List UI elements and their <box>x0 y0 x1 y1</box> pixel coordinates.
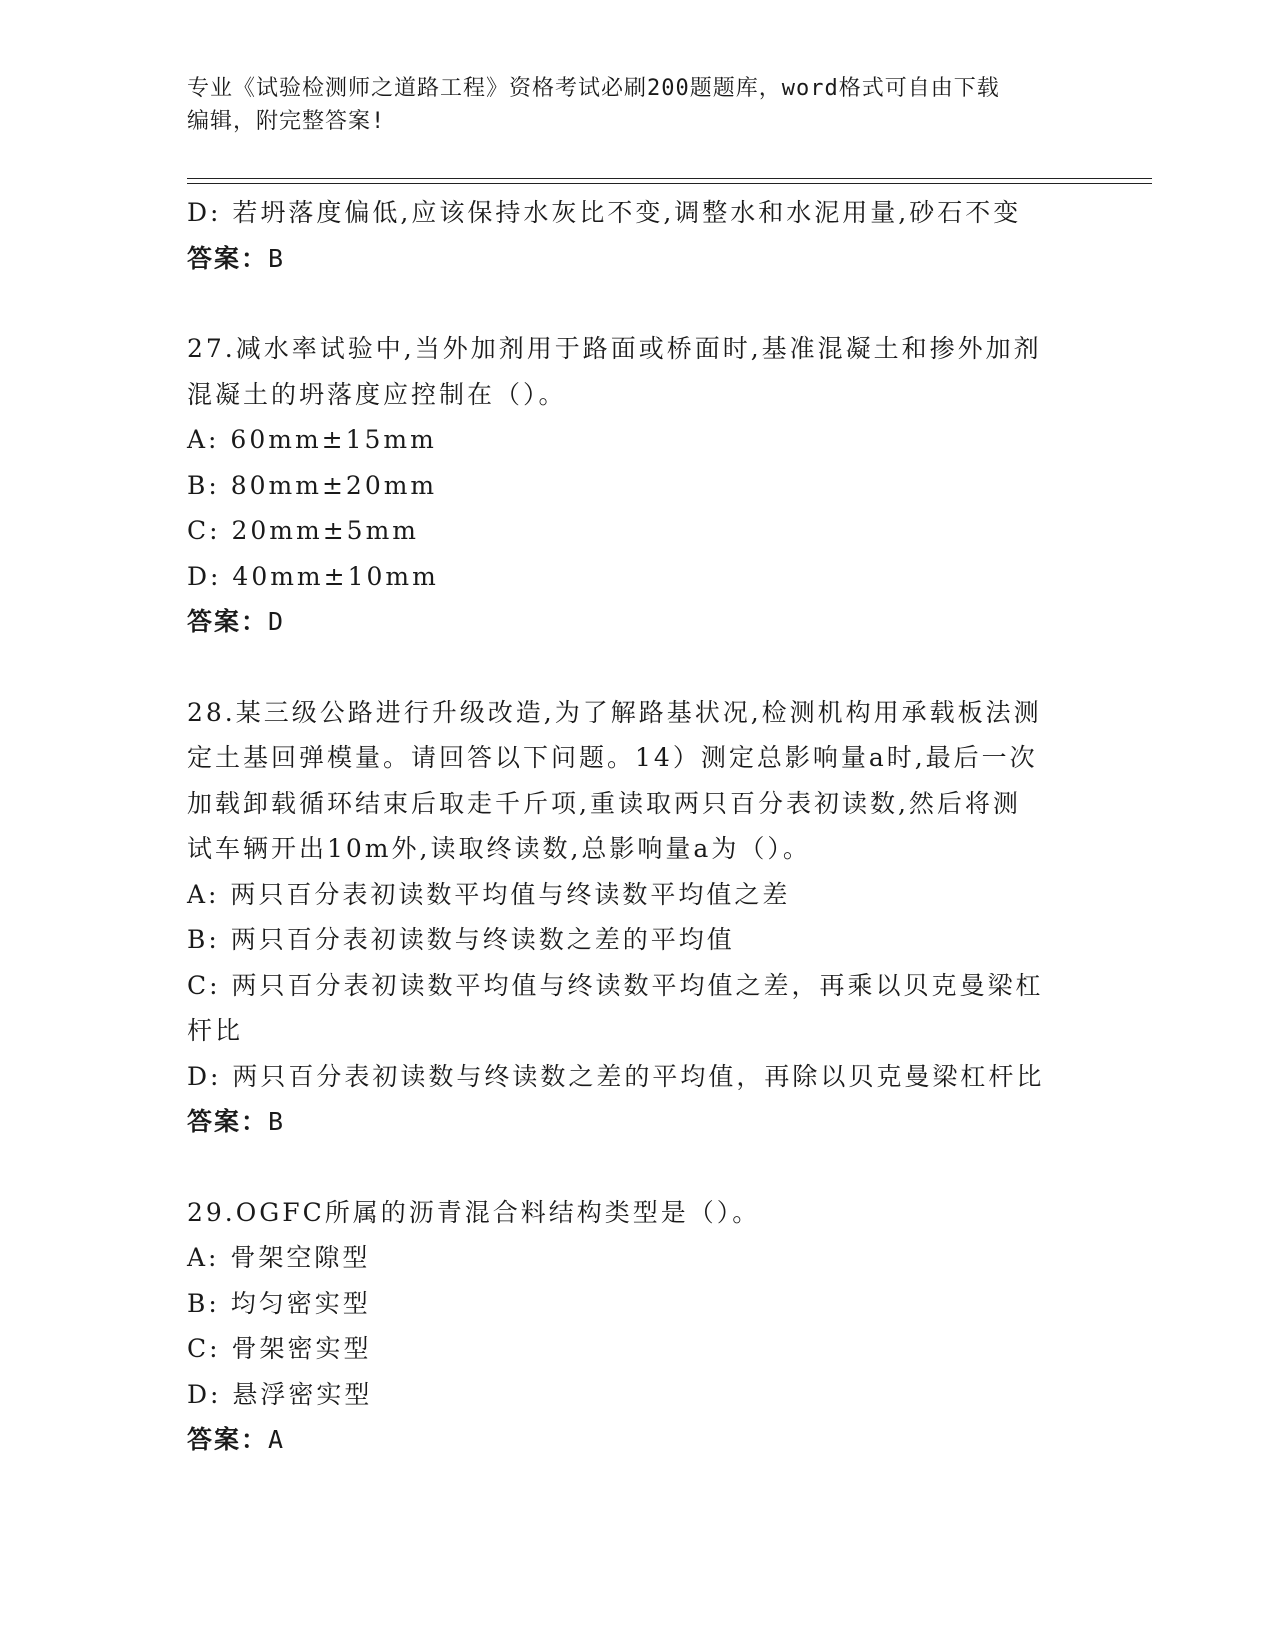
question-27 <box>187 326 1077 645</box>
q27-option-c: C: 20mm±5mm <box>187 516 419 545</box>
answer-label: 答案： <box>187 243 269 273</box>
page-header <box>187 72 1067 138</box>
q28-option-b: B: 两只百分表初读数与终读数之差的平均值 <box>187 925 735 954</box>
q28-stem-line-3: 加载卸载循环结束后取走千斤项,重读取两只百分表初读数,然后将测 <box>187 788 1021 818</box>
q28-stem-line-2: 定土基回弹模量。请回答以下问题。14）测定总影响量a时,最后一次 <box>187 743 1038 772</box>
q27-answer <box>187 599 1077 645</box>
spacer <box>187 1145 1077 1190</box>
q27-stem-line-1: 27.减水率试验中,当外加剂用于路面或桥面时,基准混凝土和掺外加剂 <box>187 334 1042 363</box>
q28-option-a: A: 两只百分表初读数平均值与终读数平均值之差 <box>187 879 791 909</box>
q29-answer <box>187 1417 1077 1463</box>
q28-stem-line-4: 试车辆开出10m外,读取终读数,总影响量a为（）。 <box>187 834 811 863</box>
q29-answer-value: A <box>268 1425 286 1454</box>
q29-option-d: D: 悬浮密实型 <box>187 1379 373 1409</box>
q29-option-a: A: 骨架空隙型 <box>187 1243 371 1272</box>
q28-option-c-line-2: 杆比 <box>187 1016 244 1045</box>
header-line-1: 专业《试验检测师之道路工程》资格考试必刷200题题库，word格式可自由下载 <box>187 76 1000 101</box>
q27-option-a: A: 60mm±15mm <box>187 425 437 454</box>
q29-option-b: B: 均匀密实型 <box>187 1288 371 1318</box>
q29-stem: 29.OGFC所属的沥青混合料结构类型是（）。 <box>187 1197 761 1227</box>
q28-stem-line-1: 28.某三级公路进行升级改造,为了解路基状况,检测机构用承载板法测 <box>187 697 1042 727</box>
q27-option-b: B: 80mm±20mm <box>187 470 438 500</box>
q27-answer-value: D <box>268 607 286 636</box>
question-29 <box>187 1190 1077 1463</box>
q29-option-c: C: 骨架密实型 <box>187 1334 372 1363</box>
q28-answer <box>187 1099 1077 1145</box>
q26-answer <box>187 236 1077 282</box>
q26-answer-value: B <box>268 243 286 273</box>
question-26-tail <box>187 190 1077 281</box>
spacer <box>187 645 1077 690</box>
question-28 <box>187 690 1077 1145</box>
q28-answer-value: B <box>268 1107 286 1136</box>
header-divider-top <box>187 178 1152 179</box>
spacer <box>187 281 1077 326</box>
q27-stem-line-2: 混凝土的坍落度应控制在（）。 <box>187 379 567 409</box>
header-line-2: 编辑，附完整答案! <box>187 109 386 134</box>
answer-label: 答案： <box>187 1425 269 1454</box>
q27-option-d: D: 40mm±10mm <box>187 561 439 591</box>
q28-option-d: D: 两只百分表初读数与终读数之差的平均值，再除以贝克曼梁杠杆比 <box>187 1061 1045 1091</box>
header-divider-bottom <box>187 183 1152 184</box>
q28-option-c-line-1: C: 两只百分表初读数平均值与终读数平均值之差，再乘以贝克曼梁杠 <box>187 970 1044 1000</box>
q26-option-d: D: 若坍落度偏低,应该保持水灰比不变,调整水和水泥用量,砂石不变 <box>187 198 1022 227</box>
document-body <box>187 190 1077 1463</box>
answer-label: 答案： <box>187 607 269 636</box>
answer-label: 答案： <box>187 1107 269 1136</box>
